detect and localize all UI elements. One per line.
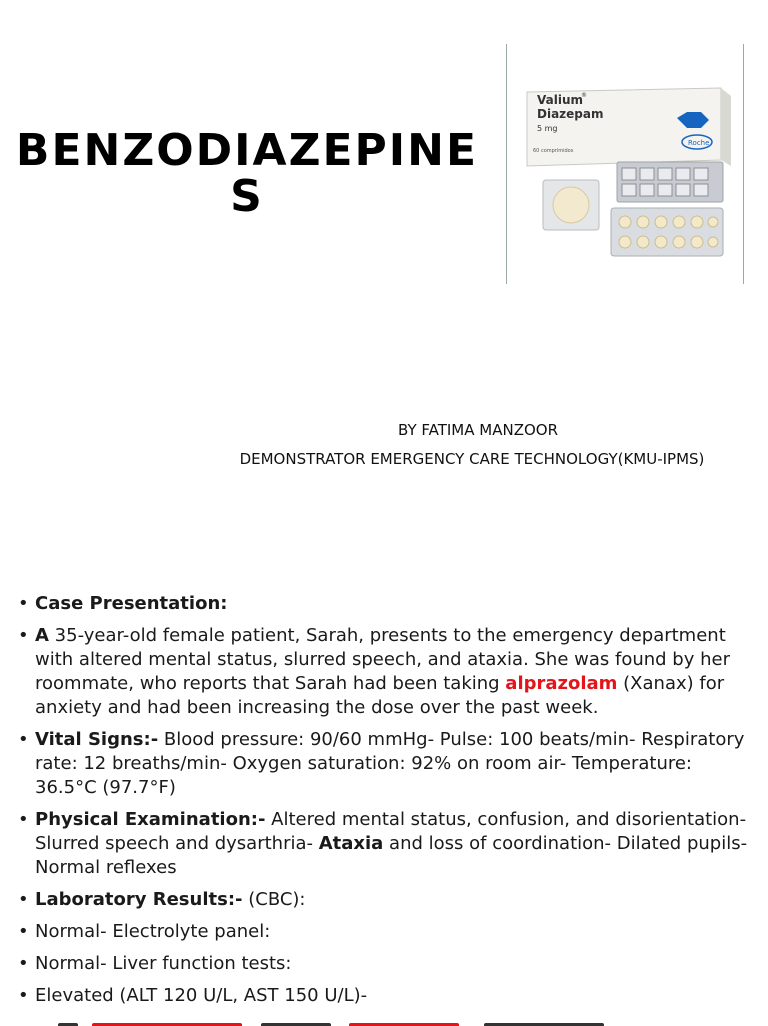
list-item: • Elevated (ALT 120 U/L, AST 150 U/L)- (18, 985, 368, 1006)
case-bullet-list (18, 592, 753, 1016)
lab-results-label: Laboratory Results:- (35, 889, 243, 910)
valium-package-photo (506, 44, 744, 284)
list-item: • Normal- Liver function tests: (18, 953, 292, 974)
list-item: • Laboratory Results:- (CBC): (18, 889, 306, 910)
drug-text: Diazepam (537, 107, 604, 121)
list-item: • Normal- Electrolyte panel: (18, 921, 271, 942)
pack-text: 60 comprimidos (533, 148, 574, 154)
drug-highlight: alprazolam (505, 673, 618, 694)
list-item: • A 35-year-old female patient, Sarah, presents to the emergency department with altered mental status, slurred speech, and ataxia. She was found by her roommate, who reports that Sarah had been taking alprazolam (Xanax) for anxiety and had been increasing the dose over the past week. (18, 625, 730, 718)
svg-text:®: ® (581, 92, 587, 99)
physical-exam-label: Physical Examination:- (35, 809, 266, 830)
truncated-line (18, 1016, 718, 1026)
list-item: • Case Presentation: (18, 593, 228, 614)
vital-signs-label: Vital Signs:- (35, 729, 159, 750)
case-presentation-heading: Case Presentation: (35, 593, 228, 614)
case-slide (0, 560, 768, 1024)
list-item: • Vital Signs:- Blood pressure: 90/60 mmHg- Pulse: 100 beats/min- Respiratory rate: 12 breaths/min- Oxygen saturation: 92% on room air- Temperature: 36.5°C (97.7°F) (18, 729, 745, 798)
author-role: DEMONSTRATOR EMERGENCY CARE TECHNOLOGY(KMU-IPMS) (239, 450, 705, 468)
list-item: • Physical Examination:- Altered mental status, confusion, and disorientation- Slurred speech and dysarthria- Ataxia and loss of coordination- Dilated pupils- Normal reflexes (18, 809, 748, 878)
dose-text: 5 mg (537, 124, 558, 133)
maker-text: Roche (688, 139, 710, 147)
author-name: BY FATIMA MANZOOR (397, 421, 559, 439)
medication-image (507, 44, 743, 284)
brand-text: Valium (537, 93, 584, 107)
slide-title: BENZODIAZEPINES (15, 125, 479, 222)
